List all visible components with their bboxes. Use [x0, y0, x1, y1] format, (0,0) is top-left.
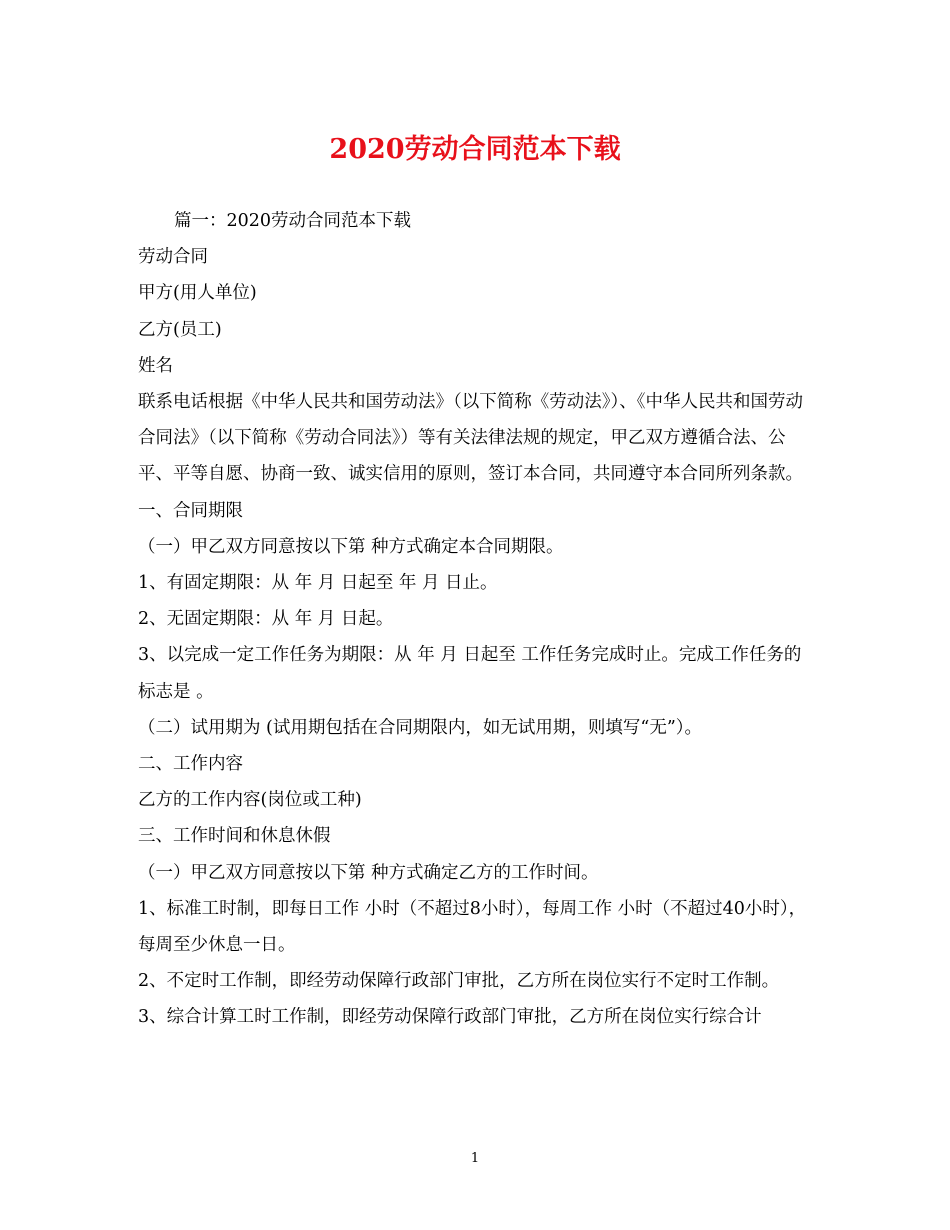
paragraph: 2、不定时工作制，即经劳动保障行政部门审批，乙方所在岗位实行不定时工作制。: [138, 971, 780, 992]
paragraph: 3、综合计算工时工作制，即经劳动保障行政部门审批，乙方所在岗位实行综合计: [138, 1007, 762, 1028]
clause-heading: 一、合同期限: [138, 500, 243, 521]
paragraph: 1、标准工时制，即每日工作 小时（不超过8小时），每周工作 小时（不超过40小时），每周至少休息一日。: [138, 898, 807, 956]
paragraph: 3、以完成一定工作任务为期限：从 年 月 日起至 工作任务完成时止。完成工作任务的标志是 。: [138, 645, 802, 702]
document-title: 2020劳动合同范本下载: [329, 134, 621, 165]
paragraph: 甲方(用人单位): [138, 283, 257, 304]
paragraph: （一）甲乙双方同意按以下第 种方式确定本合同期限。: [138, 536, 564, 557]
paragraph: （一）甲乙双方同意按以下第 种方式确定乙方的工作时间。: [138, 862, 599, 883]
paragraph: 乙方的工作内容(岗位或工种): [138, 790, 362, 811]
document-body: [138, 203, 810, 1036]
page-number: 1: [470, 1151, 480, 1166]
paragraph: 姓名: [138, 355, 173, 376]
paragraph: 劳动合同: [138, 247, 208, 268]
clause-heading: 二、工作内容: [138, 754, 243, 775]
paragraph: 1、有固定期限：从 年 月 日起至 年 月 日止。: [138, 573, 498, 594]
paragraph: 2、无固定期限：从 年 月 日起。: [138, 609, 394, 630]
paragraph: （二）试用期为 (试用期包括在合同期限内，如无试用期，则填写“无”）。: [138, 717, 703, 738]
paragraph: 乙方(员工): [138, 319, 222, 340]
paragraph: 联系电话根据《中华人民共和国劳动法》（以下简称《劳动法》）、《中华人民共和国劳动合同法》（以下简称《劳动合同法》）等有关法律法规的规定，甲乙双方遵循合法、公平、平等自愿、协商一致、诚实信用的原则，签订本合同，共同遵守本合同所列条款。: [138, 392, 803, 485]
section-heading: 篇一：2020劳动合同范本下载: [174, 211, 412, 231]
clause-heading: 三、工作时间和休息休假: [138, 826, 331, 847]
